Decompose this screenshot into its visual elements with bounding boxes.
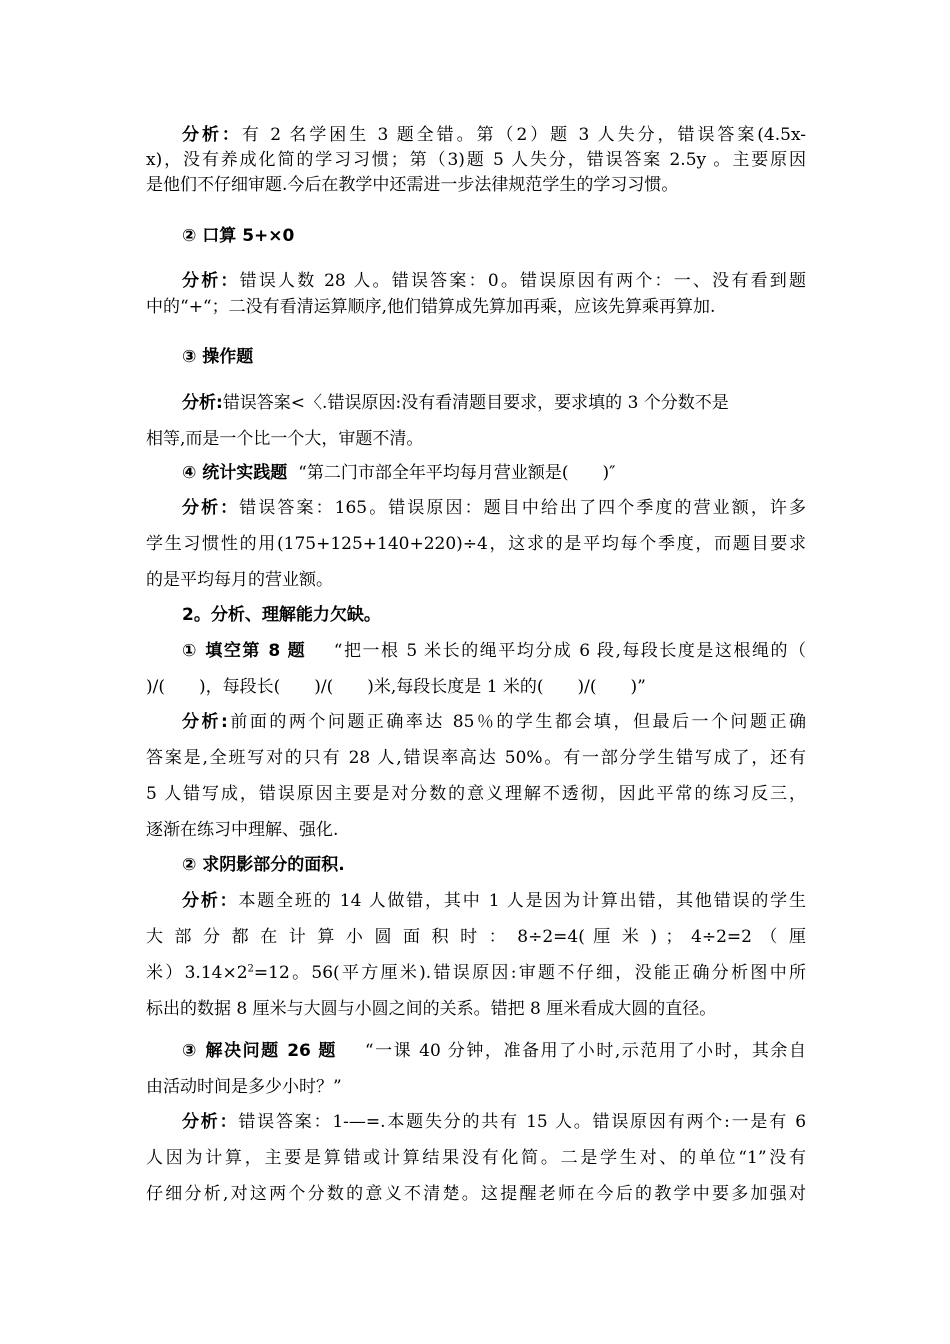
p3-line-2: 相等,而是一个比一个大，审题不清。	[146, 429, 424, 449]
heading-solve-problem-quote: “一课 40 分钟，准备用了小时,示范用了小时，其余自	[364, 1041, 806, 1061]
p1-line-1	[182, 124, 806, 146]
heading-solve-problem	[182, 1040, 806, 1062]
p3-label: 分析:	[182, 393, 223, 413]
p6-label: 分析：	[182, 891, 239, 911]
p1-line-2: x)，没有养成化简的学习习惯；第（3)题 5 人失分，错误答案 2.5y 。主要原因	[146, 150, 806, 170]
p5-line-4: 逐渐在练习中理解、强化.	[146, 820, 339, 840]
p7-text-1: 错误答案：1-—=.本题失分的共有 15 人。错误原因有两个:一是有 6	[238, 1112, 807, 1132]
p6-exponent: 2	[247, 963, 254, 975]
heading-statistics-title: ④ 统计实践题	[182, 463, 288, 483]
section-2-heading: 2。分析、理解能力欠缺。	[182, 605, 381, 625]
p6-line-2: 大 部 分 都 在 计 算 小 圆 面 积 时 ： 8÷2=4( 厘 米 ) ； 4÷2=2 （ 厘	[146, 927, 806, 947]
p6-text-3a: 米）3.14×2	[146, 963, 248, 983]
p6-text-1: 本题全班的 14 人做错，其中 1 人是因为计算出错，其他错误的学生	[238, 891, 807, 911]
p5-line-3: 5 人错写成，错误原因主要是对分数的意义理解不透彻，因此平常的练习反三，	[146, 784, 806, 804]
p4-line-2: 学生习惯性的用(175+125+140+220)÷4，这求的是平均每个季度，而题目要求	[146, 534, 806, 554]
p7-line-2: 人因为计算，主要是算错或计算结果没有化简。二是学生对、的单位“1”没有	[146, 1148, 806, 1168]
p7-line-1	[182, 1111, 806, 1133]
p3-line-1	[182, 392, 806, 414]
solve-problem-line-2: 由活动时间是多少小时？”	[146, 1077, 342, 1097]
p6-line-1	[182, 890, 806, 912]
heading-oral-calc: ② 口算 5+×0	[182, 226, 295, 246]
p5-label: 分析:	[182, 712, 228, 732]
p4-line-1	[182, 497, 806, 519]
p7-line-3: 仔细分析,对这两个分数的意义不清楚。这提醒老师在今后的教学中要多加强对	[146, 1184, 806, 1204]
p5-line-1	[182, 711, 806, 733]
p6-text-3b: =12。56(平方厘米).错误原因:审题不仔细，没能正确分析图中所	[253, 963, 806, 983]
p5-line-2: 答案是,全班写对的只有 28 人,错误率高达 50%。有一部分学生错写成了，还有	[146, 748, 806, 768]
heading-statistics-quote: “第二门市部全年平均每月营业额是( )″	[298, 463, 616, 483]
p2-label: 分析：	[182, 271, 240, 291]
p2-line-2: 中的“+“；二没有看清运算顺序,他们错算成先算加再乘，应该先算乘再算加.	[146, 297, 716, 317]
heading-shaded-area: ② 求阴影部分的面积.	[182, 855, 345, 875]
heading-fill-blank-quote: “把一根 5 米长的绳平均分成 6 段,每段长度是这根绳的（	[333, 641, 806, 661]
p2-text-1: 错误人数 28 人。错误答案：0。错误原因有两个：一、没有看到题	[239, 271, 806, 291]
heading-fill-blank	[182, 640, 806, 662]
p2-line-1	[182, 270, 806, 292]
heading-solve-problem-title: ③ 解决问题 26 题	[182, 1041, 337, 1061]
p3-text-1: 错误答案<〈.错误原因:没有看清题目要求，要求填的 3 个分数不是	[222, 393, 729, 413]
p7-label: 分析：	[182, 1112, 239, 1132]
p5-text-1: 前面的两个问题正确率达 85％的学生都会填，但最后一个问题正确	[227, 712, 806, 732]
p1-line-3: 是他们不仔细审题.今后在教学中还需进一步法律规范学生的学习习惯。	[146, 175, 679, 195]
heading-operation: ③ 操作题	[182, 347, 254, 367]
p1-label: 分析：	[182, 125, 242, 145]
p1-text-1: 有 2 名学困生 3 题全错。第（2）题 3 人失分，错误答案(4.5x-	[241, 125, 807, 145]
p4-label: 分析：	[182, 498, 240, 518]
heading-statistics	[182, 462, 842, 484]
heading-fill-blank-title: ① 填空第 8 题	[182, 641, 307, 661]
fill-blank-line-2: )/( )，每段长( )/( )米,每段长度是 1 米的( )/( )”	[146, 677, 646, 697]
p6-line-4: 标出的数据 8 厘米与大圆与小圆之间的关系。错把 8 厘米看成大圆的直径。	[146, 999, 717, 1019]
p6-line-3	[146, 962, 806, 984]
p4-line-3: 的是平均每月的营业额。	[146, 570, 333, 590]
p4-text-1: 错误答案：165。错误原因：题目中给出了四个季度的营业额，许多	[239, 498, 806, 518]
